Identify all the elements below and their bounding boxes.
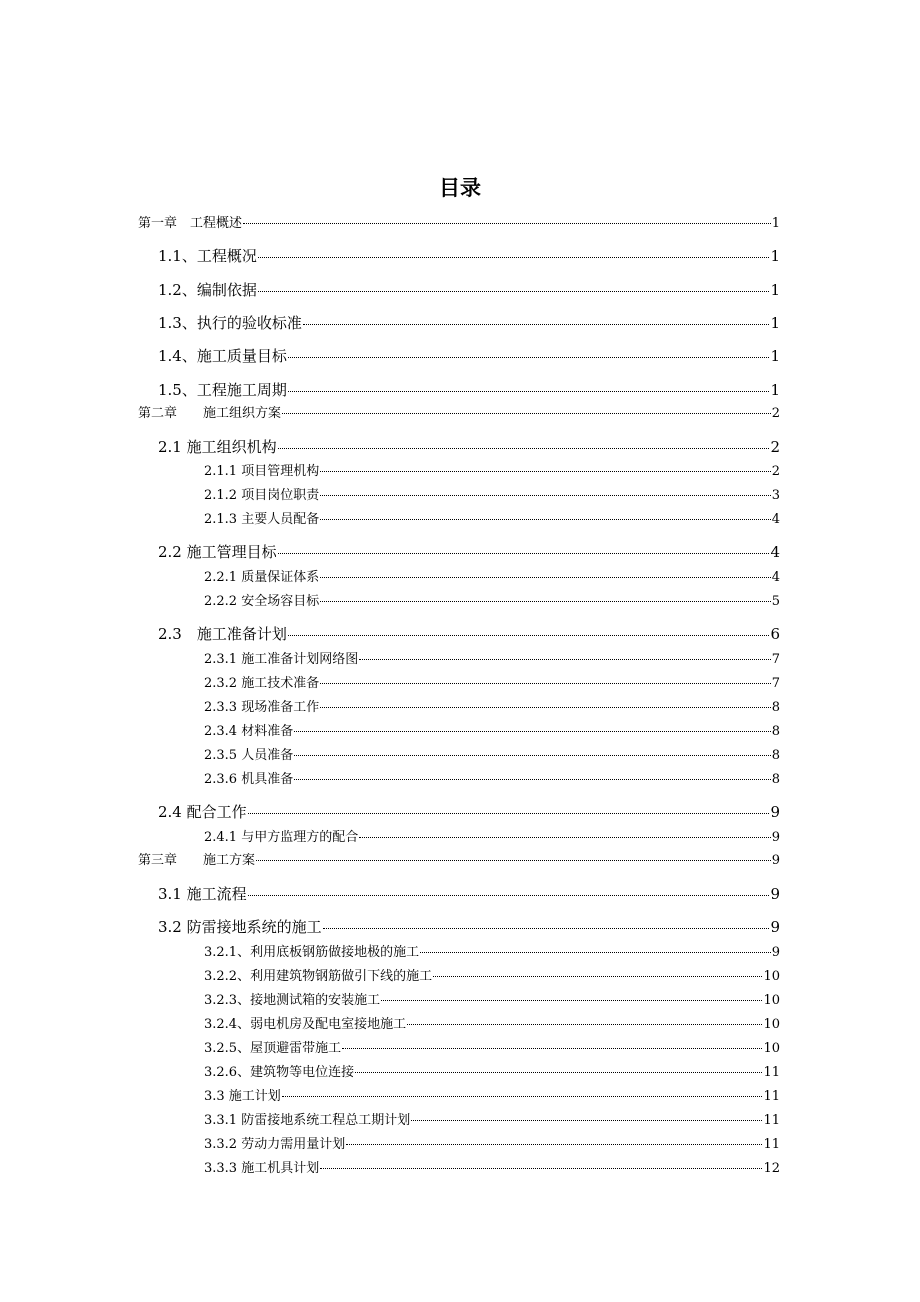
toc-entry-label: 2.3.6 机具准备 (204, 772, 294, 787)
toc-entry-label: 2.3 施工准备计划 (158, 625, 287, 643)
toc-entry-label: 3.2.6、建筑物等电位连接 (204, 1065, 355, 1080)
toc-entry (158, 436, 780, 457)
toc-leader (342, 1048, 762, 1049)
toc-entry-label: 3.3.1 防雷接地系统工程总工期计划 (204, 1113, 411, 1128)
toc-page-number: 5 (771, 594, 780, 609)
toc-entry-label: 2.4 配合工作 (158, 803, 247, 821)
toc-leader (320, 1168, 762, 1169)
toc-page-number: 11 (763, 1065, 780, 1080)
toc-entry-label: 2.2 施工管理目标 (158, 543, 277, 561)
toc-entry-label: 2.2.1 质量保证体系 (204, 570, 320, 585)
toc-entry (204, 768, 780, 787)
toc-entry-label: 1.4、施工质量目标 (158, 347, 287, 365)
toc-entry (158, 541, 780, 562)
toc-entry (204, 696, 780, 715)
toc-page-number: 1 (770, 381, 780, 399)
toc-entry (204, 1133, 780, 1152)
toc-leader (258, 291, 770, 292)
toc-page-number: 11 (763, 1113, 780, 1128)
toc-entry-label: 3.2.1、利用底板钢筋做接地极的施工 (204, 945, 420, 960)
toc-entry (204, 508, 780, 527)
toc-entry-label: 1.1、工程概况 (158, 247, 257, 265)
toc-entry (204, 941, 780, 960)
toc-leader (407, 1024, 762, 1025)
toc-entry-label: 2.1.1 项目管理机构 (204, 464, 320, 479)
toc-leader (320, 519, 771, 520)
toc-page-number: 9 (771, 945, 780, 960)
toc-leader (323, 928, 770, 929)
toc-page-number: 1 (770, 314, 780, 332)
toc-leader (248, 813, 770, 814)
toc-entry (204, 1085, 780, 1104)
toc-leader (359, 659, 771, 660)
toc-leader (433, 976, 762, 977)
toc-page-number: 4 (771, 512, 780, 527)
toc-entry-label: 2.1.2 项目岗位职责 (204, 488, 320, 503)
toc-entry (204, 672, 780, 691)
toc-entry (204, 965, 780, 984)
toc-entry-label: 3.2.4、弱电机房及配电室接地施工 (204, 1017, 407, 1032)
toc-leader (278, 448, 770, 449)
toc-leader (258, 257, 770, 258)
toc-entry-label: 3.2.3、接地测试箱的安装施工 (204, 993, 381, 1008)
toc-entry (138, 402, 780, 421)
toc-entry (204, 1037, 780, 1056)
toc-entry (204, 744, 780, 763)
toc-page-number: 11 (763, 1137, 780, 1152)
toc-page-number: 8 (771, 724, 780, 739)
toc-page-number: 8 (771, 772, 780, 787)
toc-entry-label: 2.3.5 人员准备 (204, 748, 294, 763)
toc-leader (355, 1072, 762, 1073)
toc-entry-label: 2.3.3 现场准备工作 (204, 700, 320, 715)
toc-page-number: 4 (771, 570, 780, 585)
toc-page-number: 2 (771, 464, 780, 479)
toc-page-number: 3 (771, 488, 780, 503)
toc-entry (158, 279, 780, 300)
toc-page-number: 9 (770, 885, 780, 903)
toc-leader (320, 601, 771, 602)
toc-leader (420, 952, 771, 953)
toc-leader (278, 553, 770, 554)
toc-entry (204, 484, 780, 503)
toc-entry (158, 801, 780, 822)
toc-leader (288, 357, 770, 358)
toc-page-number: 1 (770, 281, 780, 299)
toc-entry-label: 3.3 施工计划 (204, 1089, 281, 1104)
toc-entry-label: 2.1 施工组织机构 (158, 438, 277, 456)
toc-entry-label: 第一章 工程概述 (138, 216, 243, 231)
toc-entry (158, 883, 780, 904)
toc-page-number: 10 (763, 969, 780, 984)
toc-entry (138, 212, 780, 231)
toc-page-number: 6 (770, 625, 780, 643)
toc-entry-label: 1.3、执行的验收标准 (158, 314, 302, 332)
toc-page-number: 7 (771, 676, 780, 691)
toc-page-number: 11 (763, 1089, 780, 1104)
toc-entry (158, 379, 780, 400)
toc-leader (256, 860, 771, 861)
toc-page-number: 10 (763, 1017, 780, 1032)
toc-page-number: 1 (770, 347, 780, 365)
toc-entry-label: 2.3.1 施工准备计划网络图 (204, 652, 359, 667)
toc-leader (320, 471, 771, 472)
toc-page-number: 9 (771, 830, 780, 845)
toc-entry-label: 3.3.3 施工机具计划 (204, 1161, 320, 1176)
toc-leader (320, 577, 771, 578)
toc-page-number: 8 (771, 700, 780, 715)
toc-leader (294, 779, 771, 780)
toc-page-number: 8 (771, 748, 780, 763)
toc-page-number: 2 (771, 406, 780, 421)
toc-entry-label: 第二章 施工组织方案 (138, 406, 282, 421)
toc-leader (248, 895, 770, 896)
toc-leader (381, 1000, 762, 1001)
toc-entry (204, 1061, 780, 1080)
toc-entry (158, 623, 780, 644)
toc-entry (138, 849, 780, 868)
toc-leader (294, 755, 771, 756)
toc-entry (158, 345, 780, 366)
toc-entry-label: 3.2.2、利用建筑物钢筋做引下线的施工 (204, 969, 433, 984)
toc-entry (158, 916, 780, 937)
toc-page-number: 1 (770, 247, 780, 265)
toc-leader (282, 413, 771, 414)
toc-entry-label: 2.1.3 主要人员配备 (204, 512, 320, 527)
page-title: 目录 (439, 176, 481, 200)
toc-leader (320, 495, 771, 496)
toc-leader (346, 1144, 762, 1145)
toc-page-number: 10 (763, 993, 780, 1008)
toc-page-number: 9 (770, 803, 780, 821)
toc-entry (204, 989, 780, 1008)
toc-entry (204, 1013, 780, 1032)
toc-page-number: 1 (771, 216, 780, 231)
toc-leader (303, 324, 770, 325)
toc-entry-label: 2.2.2 安全场容目标 (204, 594, 320, 609)
toc-entry-label: 2.3.4 材料准备 (204, 724, 294, 739)
toc-entry (204, 590, 780, 609)
toc-entry (158, 245, 780, 266)
toc-page-number: 2 (770, 438, 780, 456)
toc-leader (288, 391, 770, 392)
toc-leader (359, 837, 771, 838)
toc-entry (204, 720, 780, 739)
toc-leader (294, 731, 771, 732)
toc-leader (320, 707, 771, 708)
toc-entry (204, 826, 780, 845)
toc-entry-label: 3.3.2 劳动力需用量计划 (204, 1137, 346, 1152)
toc-entry (204, 1157, 780, 1176)
toc-entry-label: 2.3.2 施工技术准备 (204, 676, 320, 691)
toc-entry (204, 460, 780, 479)
toc-entry-label: 3.2.5、屋顶避雷带施工 (204, 1041, 342, 1056)
toc-entry (204, 1109, 780, 1128)
toc-leader (243, 223, 771, 224)
toc-entry-label: 1.5、工程施工周期 (158, 381, 287, 399)
toc-entry-label: 1.2、编制依据 (158, 281, 257, 299)
toc-page-number: 10 (763, 1041, 780, 1056)
toc-page-number: 9 (771, 853, 780, 868)
toc-page-number: 4 (770, 543, 780, 561)
toc-leader (282, 1096, 763, 1097)
toc-page-number: 7 (771, 652, 780, 667)
toc-entry (204, 648, 780, 667)
toc-entry-label: 3.1 施工流程 (158, 885, 247, 903)
toc-entry-label: 第三章 施工方案 (138, 853, 256, 868)
toc-entry-label: 3.2 防雷接地系统的施工 (158, 918, 322, 936)
toc-leader (288, 635, 770, 636)
toc-entry (158, 312, 780, 333)
toc-entry (204, 566, 780, 585)
toc-page-number: 9 (770, 918, 780, 936)
toc-entry-label: 2.4.1 与甲方监理方的配合 (204, 830, 359, 845)
toc-leader (411, 1120, 762, 1121)
toc-leader (320, 683, 771, 684)
toc-page-number: 12 (763, 1161, 780, 1176)
